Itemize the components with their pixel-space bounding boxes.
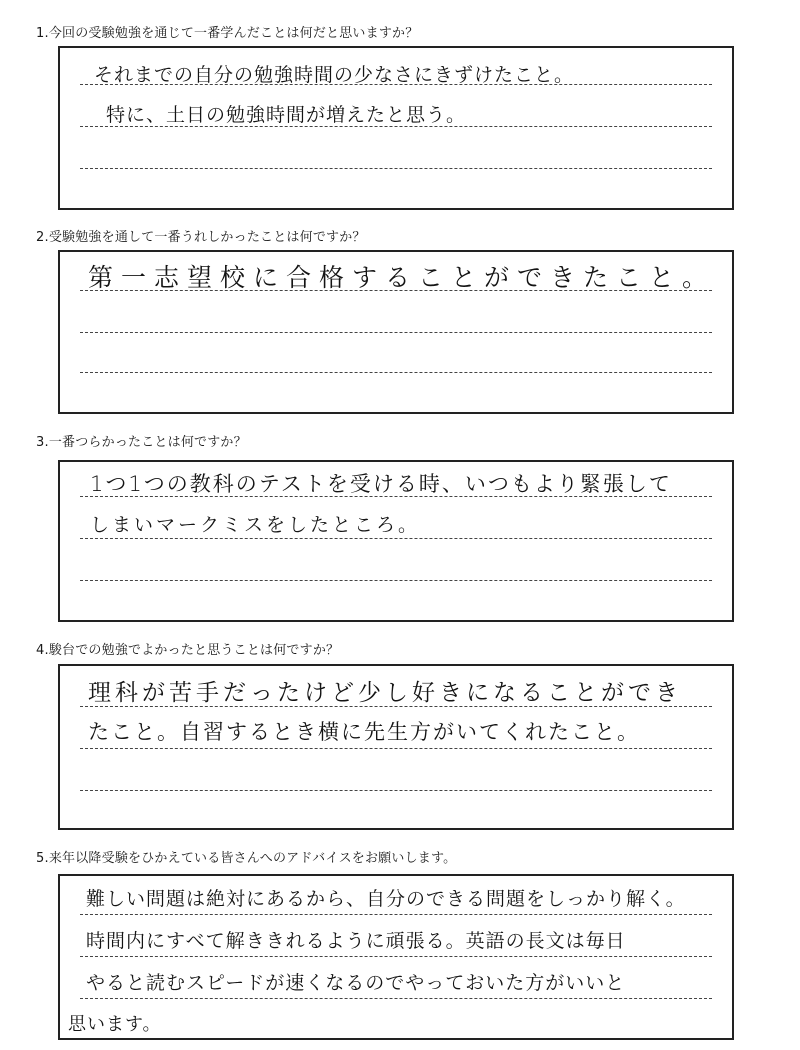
answer-line — [80, 332, 712, 333]
handwritten-answer-line: 理科が苦手だったけど少し好きになることができ — [88, 680, 682, 706]
answer-line — [80, 372, 712, 373]
answer-box-5 — [58, 874, 734, 1040]
handwritten-answer-line: それまでの自分の勉強時間の少なさにきずけたこと。 — [94, 64, 575, 86]
handwritten-answer-line: 第一志望校に合格することができたこと。 — [88, 263, 716, 292]
question-number: 3. — [36, 435, 49, 450]
handwritten-answer-line: 特に、土日の勉強時間が増えたと思う。 — [106, 104, 467, 126]
answer-line — [80, 538, 712, 539]
answer-line — [80, 748, 712, 749]
handwritten-answer-line: 1つ1つの教科のテストを受ける時、いつもより緊張して — [90, 472, 672, 496]
handwritten-answer-line: たこと。自習するとき横に先生方がいてくれたこと。 — [88, 720, 640, 744]
handwritten-answer-line: やると読むスピードが速くなるのでやっておいた方がいいと — [86, 972, 626, 994]
question-4-label — [36, 643, 339, 659]
answer-box-3 — [58, 460, 734, 622]
question-text: 来年以降受験をひかえている皆さんへのアドバイスをお願いします。 — [48, 851, 457, 866]
handwritten-answer-line: しまいマークミスをしたところ。 — [90, 514, 421, 536]
answer-line — [80, 914, 712, 915]
answer-line — [80, 580, 712, 581]
answer-line — [80, 956, 712, 957]
question-number: 5. — [36, 851, 49, 866]
question-5-label — [36, 851, 456, 867]
question-number: 2. — [36, 230, 49, 245]
question-1-label — [36, 26, 418, 42]
answer-box-2 — [58, 250, 734, 414]
answer-box-1 — [58, 46, 734, 210]
handwritten-answer-line: 時間内にすべて解ききれるように頑張る。英語の長文は毎日 — [86, 930, 626, 952]
handwritten-answer-line: 難しい問題は絶対にあるから、自分のできる問題をしっかり解く。 — [86, 888, 686, 910]
question-text: 受験勉強を通して一番うれしかったことは何ですか？ — [48, 230, 366, 245]
question-text: 今回の受験勉強を通じて一番学んだことは何だと思いますか？ — [48, 26, 419, 41]
question-3-label — [36, 435, 247, 451]
question-text: 駿台での勉強でよかったと思うことは何ですか？ — [48, 643, 340, 658]
question-number: 4. — [36, 643, 49, 658]
question-2-label — [36, 230, 366, 246]
handwritten-answer-line: 思います。 — [68, 1014, 162, 1035]
question-text: 一番つらかったことは何ですか？ — [48, 435, 247, 450]
answer-box-4 — [58, 664, 734, 830]
answer-line — [80, 790, 712, 791]
answer-line — [80, 998, 712, 999]
answer-line — [80, 168, 712, 169]
question-number: 1. — [36, 26, 49, 41]
